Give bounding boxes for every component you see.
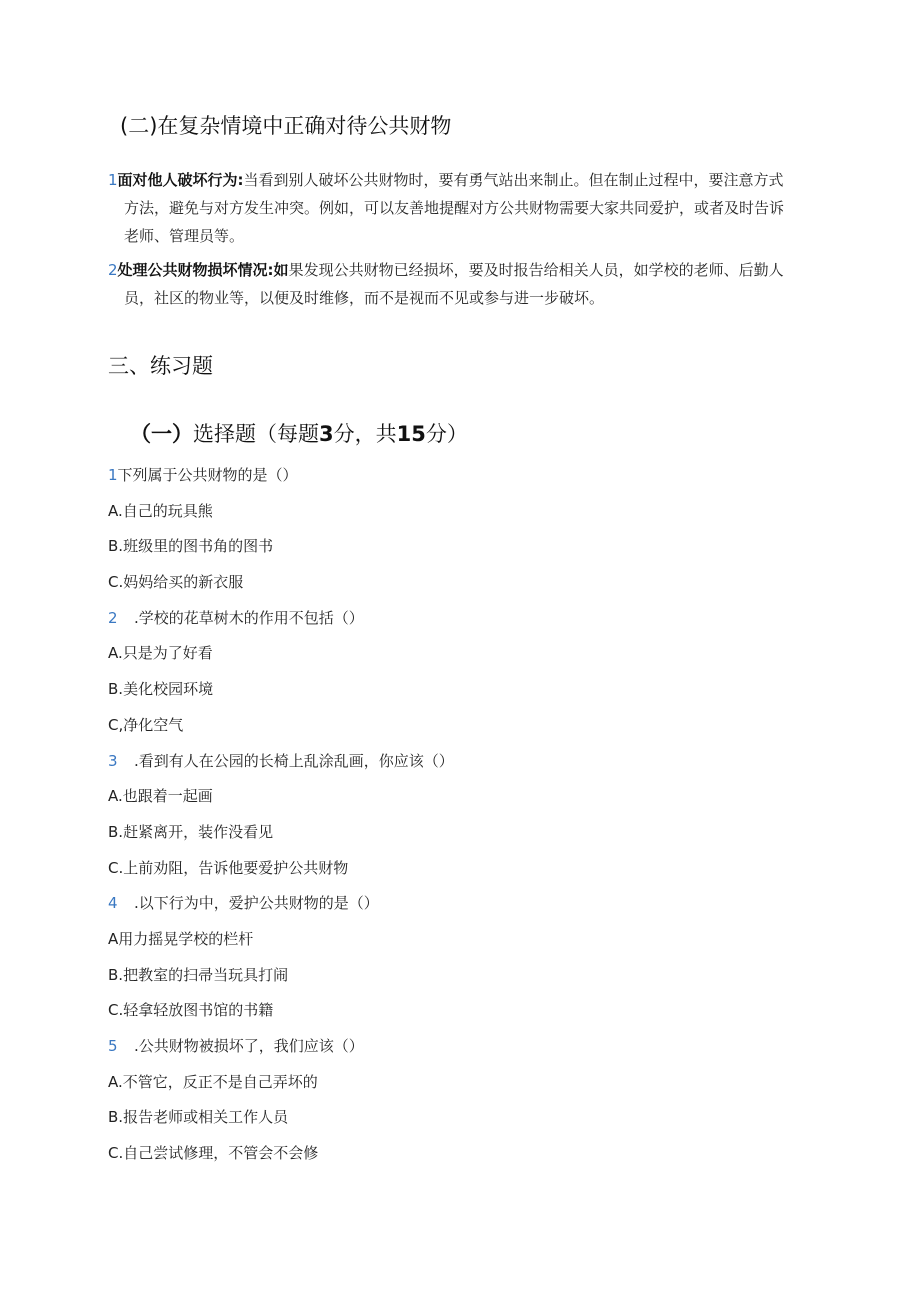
option-text: 妈妈给买的新衣服 [123, 573, 244, 592]
question-text: 以下行为中，爱护公共财物的是（） [138, 894, 379, 913]
question-separator: . [134, 1037, 139, 1055]
option-text: 轻拿轻放图书馆的书籍 [123, 1001, 274, 1020]
question-number: 3 [108, 751, 118, 770]
paragraph-1 [108, 166, 814, 250]
option-key: B. [108, 680, 124, 699]
question-text: 看到有人在公园的长椅上乱涂乱画，你应该（） [138, 751, 454, 770]
option-text: 自己尝试修理，不管会不会修 [123, 1144, 319, 1163]
option-key: A. [108, 787, 123, 806]
question-separator: . [134, 751, 139, 770]
paragraph-1-line-3: 老师、管理员等。 [124, 227, 245, 245]
section-heading: 三、练习题 [108, 354, 213, 378]
option [108, 958, 808, 994]
mc-heading-text: 选择题（每题 [193, 422, 319, 446]
paragraph-1-line-1 [108, 166, 814, 194]
paragraph-2-line-1 [108, 256, 814, 284]
mc-heading-close: ） [172, 422, 193, 446]
option-key: B. [108, 537, 124, 556]
option-text: 自己的玩具熊 [122, 501, 213, 520]
mc-heading-total: 15 [396, 422, 426, 446]
option [108, 672, 808, 708]
question-number: 4 [108, 894, 118, 913]
option [108, 708, 808, 744]
question-separator: . [134, 608, 139, 627]
paragraph-text: 当看到别人破坏公共财物时，要有勇气站出来制止。但在制止过程中，要注意方式 [243, 171, 784, 189]
option-text: 上前劝阻，告诉他要爱护公共财物 [123, 858, 349, 877]
option-key: B. [108, 822, 124, 841]
paragraph-lead-tail: 如 [273, 261, 289, 279]
paragraph-2-line-2: 员，社区的物业等，以便及时维修，而不是视而不见或参与进一步破坏。 [124, 289, 605, 307]
paragraph-lead: 面对他人破坏行为: [117, 171, 244, 189]
option-text: 报告老师或相关工作人员 [123, 1108, 289, 1127]
mc-heading-dash: 一 [151, 422, 172, 446]
option [108, 779, 808, 815]
question [108, 458, 808, 494]
question-text: 学校的花草树木的作用不包括（） [138, 608, 364, 627]
option [108, 529, 808, 565]
option [108, 565, 808, 601]
option-text: 用力摇晃学校的栏杆 [118, 929, 254, 948]
option-text: 把教室的扫帚当玩具打闹 [123, 965, 289, 984]
question-text: 下列属于公共财物的是（） [117, 466, 298, 484]
option-key: C. [108, 573, 124, 592]
question [108, 601, 808, 637]
question [108, 744, 808, 780]
option [108, 851, 808, 887]
option-key: A [108, 929, 119, 948]
option [108, 636, 808, 672]
option-text: 也跟着一起画 [122, 787, 213, 806]
subsection-heading: (二)在复杂情境中正确对待公共财物 [120, 114, 452, 138]
question-separator: . [134, 894, 139, 913]
option-text: 赶紧离开，装作没看见 [123, 822, 274, 841]
option-text: 净化空气 [123, 715, 184, 734]
paragraph-number: 1 [108, 171, 118, 189]
paragraph-1-line-2: 方法，避免与对方发生冲突。例如，可以友善地提醒对方公共财物需要大家共同爱护，或者及时告诉 [124, 199, 785, 217]
mc-heading-mid: 分，共 [333, 422, 397, 446]
paragraph-number: 2 [108, 261, 118, 279]
question-number: 5 [108, 1037, 118, 1055]
option-key: A. [108, 501, 123, 520]
mc-heading-open: （ [130, 422, 151, 446]
option [108, 815, 808, 851]
option-key: A. [108, 644, 123, 663]
mc-heading-end: 分） [425, 422, 468, 446]
option [108, 1136, 808, 1172]
option-key: B. [108, 965, 124, 984]
paragraph-text: 果发现公共财物已经损坏，要及时报告给相关人员，如学校的老师、后勤人 [288, 261, 784, 279]
option-key: C. [108, 858, 124, 877]
question-text: 公共财物被损坏了，我们应该（） [138, 1037, 364, 1055]
question [108, 1029, 808, 1065]
option-key: C, [108, 715, 124, 734]
option [108, 1100, 808, 1136]
question-number: 1 [108, 466, 118, 484]
multiple-choice-heading [130, 418, 468, 448]
option [108, 922, 808, 958]
option [108, 993, 808, 1029]
question-list [108, 458, 808, 1172]
option-text: 只是为了好看 [122, 644, 213, 663]
mc-heading-score: 3 [319, 422, 334, 446]
option-key: A. [108, 1072, 123, 1091]
paragraph-2 [108, 256, 814, 312]
option [108, 1065, 808, 1101]
option-key: C. [108, 1001, 124, 1020]
paragraph-lead: 处理公共财物损坏情况: [117, 261, 274, 279]
question-number: 2 [108, 608, 118, 627]
option-text: 不管它，反正不是自己弄坏的 [122, 1072, 318, 1091]
question [108, 886, 808, 922]
option [108, 494, 808, 530]
option-text: 美化校园环境 [123, 680, 214, 699]
option-text: 班级里的图书角的图书 [123, 537, 274, 556]
option-key: B. [108, 1108, 124, 1127]
option-key: C. [108, 1144, 124, 1163]
